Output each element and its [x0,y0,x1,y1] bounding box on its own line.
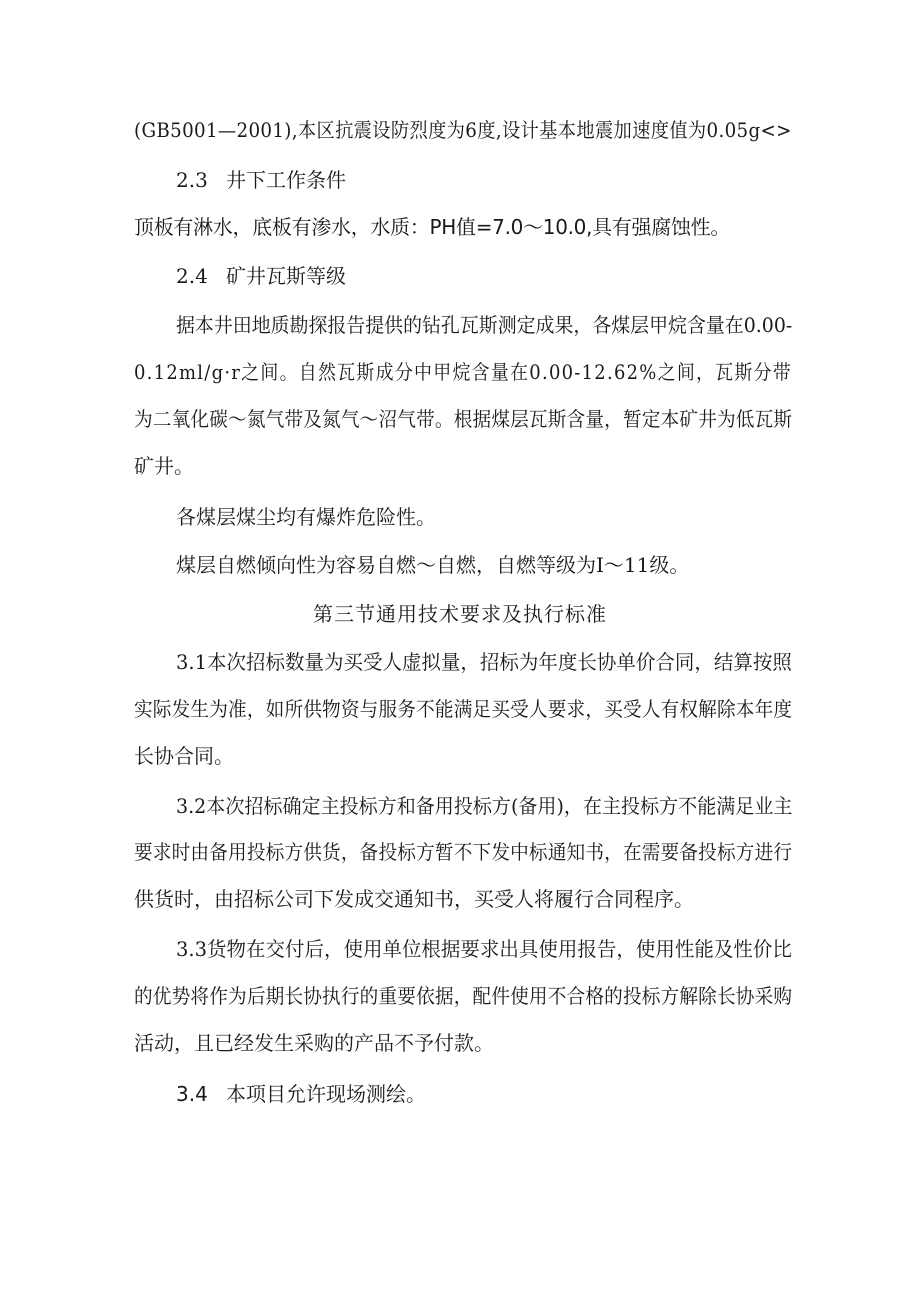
section-heading-2-4 [176,264,346,288]
text-line: 0.12ml/g·r之间。自然瓦斯成分中甲烷含量在0.00-12.62%之间，瓦斯分带 [134,360,793,384]
text-line: 煤层自燃倾向性为容易自燃～自燃，自燃等级为I～11级。 [176,553,690,577]
text-line: 的优势将作为后期长协执行的重要依据，配件使用不合格的投标方解除长协采购 [134,984,793,1008]
text-line: 供货时，由招标公司下发成交通知书，买受人将履行合同程序。 [134,887,694,911]
text-line: 顶板有淋水，底板有渗水，水质：PH值=7.0～10.0,具有强腐蚀性。 [134,215,731,239]
text-line: 矿井。 [134,454,194,478]
text-line: 长协合同。 [134,744,234,768]
section-heading-3-4 [176,1082,426,1106]
section-title: 矿井瓦斯等级 [226,264,346,288]
section-heading-2-3 [176,168,346,192]
section-title: 井下工作条件 [226,168,346,192]
text-line: 3.2本次招标确定主投标方和备用投标方(备用)，在主投标方不能满足业主 [176,794,793,818]
text-line: (GB5001—2001),本区抗震设防烈度为6度,设计基本地震加速度值为0.05g<> [134,118,792,142]
text-line: 据本井田地质勘探报告提供的钻孔瓦斯测定成果，各煤层甲烷含量在0.00- [176,313,793,337]
section-number: 2.3 [176,168,208,192]
text-line: 3.3货物在交付后，使用单位根据要求出具使用报告，使用性能及性价比 [176,937,792,961]
section-number: 3.4 [176,1082,208,1106]
section-title-3: 第三节通用技术要求及执行标准 [313,602,607,626]
section-number: 2.4 [176,264,208,288]
text-line: 各煤层煤尘均有爆炸危险性。 [176,505,436,529]
text-line: 为二氧化碳～氮气带及氮气～沼气带。根据煤层瓦斯含量，暂定本矿井为低瓦斯 [134,407,793,431]
text-line: 活动，且已经发生采购的产品不予付款。 [134,1031,494,1055]
text-line: 3.1本次招标数量为买受人虚拟量，招标为年度长协单价合同，结算按照 [176,650,792,674]
text-line: 要求时由备用投标方供货，备投标方暂不下发中标通知书，在需要备投标方进行 [134,840,793,864]
text-line: 实际发生为准，如所供物资与服务不能满足买受人要求，买受人有权解除本年度 [134,697,793,721]
section-text: 本项目允许现场测绘。 [226,1082,426,1106]
